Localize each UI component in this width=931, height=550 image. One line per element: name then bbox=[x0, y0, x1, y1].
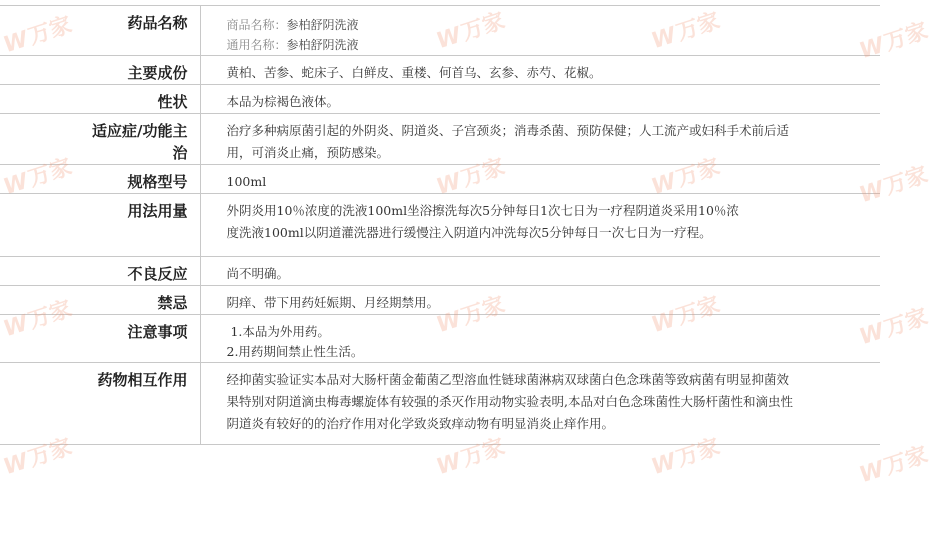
watermark-logo: W万家 bbox=[0, 154, 76, 201]
trade-name: 商品名称：参柏舒阴洗液 bbox=[226, 18, 359, 32]
row-label: 药物相互作用 bbox=[0, 363, 200, 445]
watermark-logo: W万家 bbox=[856, 18, 931, 65]
row-value: 尚不明确。 bbox=[200, 257, 880, 286]
row-value: 外阴炎用10％浓度的洗液100ml坐浴擦洗每次5分钟每日1次七日为一疗程阴道炎采用10％浓度洗液100ml以阴道灌洗器进行缓慢注入阴道内冲洗每次5分钟每日一次七日为一疗程。 bbox=[200, 194, 880, 257]
row-label: 用法用量 bbox=[0, 194, 200, 257]
row-value: 阴痒、带下用药妊娠期、月经期禁用。 bbox=[200, 286, 880, 315]
row-ingredients bbox=[0, 56, 880, 85]
watermark-logo: W万家 bbox=[648, 292, 724, 339]
watermark-logo: W万家 bbox=[433, 434, 509, 481]
watermark-logo: W万家 bbox=[0, 434, 76, 481]
watermark-logo: W万家 bbox=[856, 304, 931, 351]
watermark-logo: W万家 bbox=[433, 292, 509, 339]
row-indications bbox=[0, 114, 880, 165]
row-label: 适应症/功能主 治 bbox=[0, 114, 200, 165]
row-label: 主要成份 bbox=[0, 56, 200, 85]
watermark-logo: W万家 bbox=[648, 434, 724, 481]
row-value: 黄柏、苦参、蛇床子、白鲜皮、重楼、何首乌、玄参、赤芍、花椒。 bbox=[200, 56, 880, 85]
row-label: 药品名称 bbox=[0, 6, 200, 56]
row-value: 本品为棕褐色液体。 bbox=[200, 85, 880, 114]
row-appearance bbox=[0, 85, 880, 114]
row-label: 注意事项 bbox=[0, 315, 200, 363]
watermark-logo: W万家 bbox=[433, 8, 509, 55]
watermark-logo: W万家 bbox=[856, 442, 931, 489]
drug-info-table bbox=[0, 5, 880, 445]
precaution-item: 1.本品为外用药。 bbox=[226, 324, 330, 339]
row-spec bbox=[0, 165, 880, 194]
row-interactions bbox=[0, 363, 880, 445]
precaution-item: 2.用药期间禁止性生活。 bbox=[226, 344, 364, 359]
watermark-logo: W万家 bbox=[0, 296, 76, 343]
row-value: 治疗多种病原菌引起的外阴炎、阴道炎、子宫颈炎；消毒杀菌、预防保健；人工流产或妇科手术前后适用，可消炎止痛，预防感染。 bbox=[200, 114, 880, 165]
watermark-logo: W万家 bbox=[433, 154, 509, 201]
row-contraindications bbox=[0, 286, 880, 315]
watermark-logo: W万家 bbox=[0, 12, 76, 59]
watermark-logo: W万家 bbox=[648, 154, 724, 201]
row-value: 100ml bbox=[200, 165, 880, 194]
row-adverse-reactions bbox=[0, 257, 880, 286]
row-value bbox=[200, 6, 880, 56]
row-drug-name bbox=[0, 6, 880, 56]
watermark-logo: W万家 bbox=[856, 162, 931, 209]
row-label: 不良反应 bbox=[0, 257, 200, 286]
row-usage bbox=[0, 194, 880, 257]
row-label: 禁忌 bbox=[0, 286, 200, 315]
generic-name: 通用名称：参柏舒阴洗液 bbox=[226, 38, 359, 52]
row-precautions bbox=[0, 315, 880, 363]
watermark-logo: W万家 bbox=[648, 8, 724, 55]
row-value bbox=[200, 315, 880, 363]
row-value: 经抑菌实验证实本品对大肠杆菌金葡菌乙型溶血性链球菌淋病双球菌白色念珠菌等致病菌有明显抑菌效果特别对阴道滴虫梅毒螺旋体有较强的杀灭作用动物实验表明,本品对白色念珠菌性大肠杆菌性和滴虫性阴道炎有较好的的治疗作用对化学致炎致痒动物有明显消炎止痒作用。 bbox=[200, 363, 880, 445]
row-label: 规格型号 bbox=[0, 165, 200, 194]
row-label: 性状 bbox=[0, 85, 200, 114]
